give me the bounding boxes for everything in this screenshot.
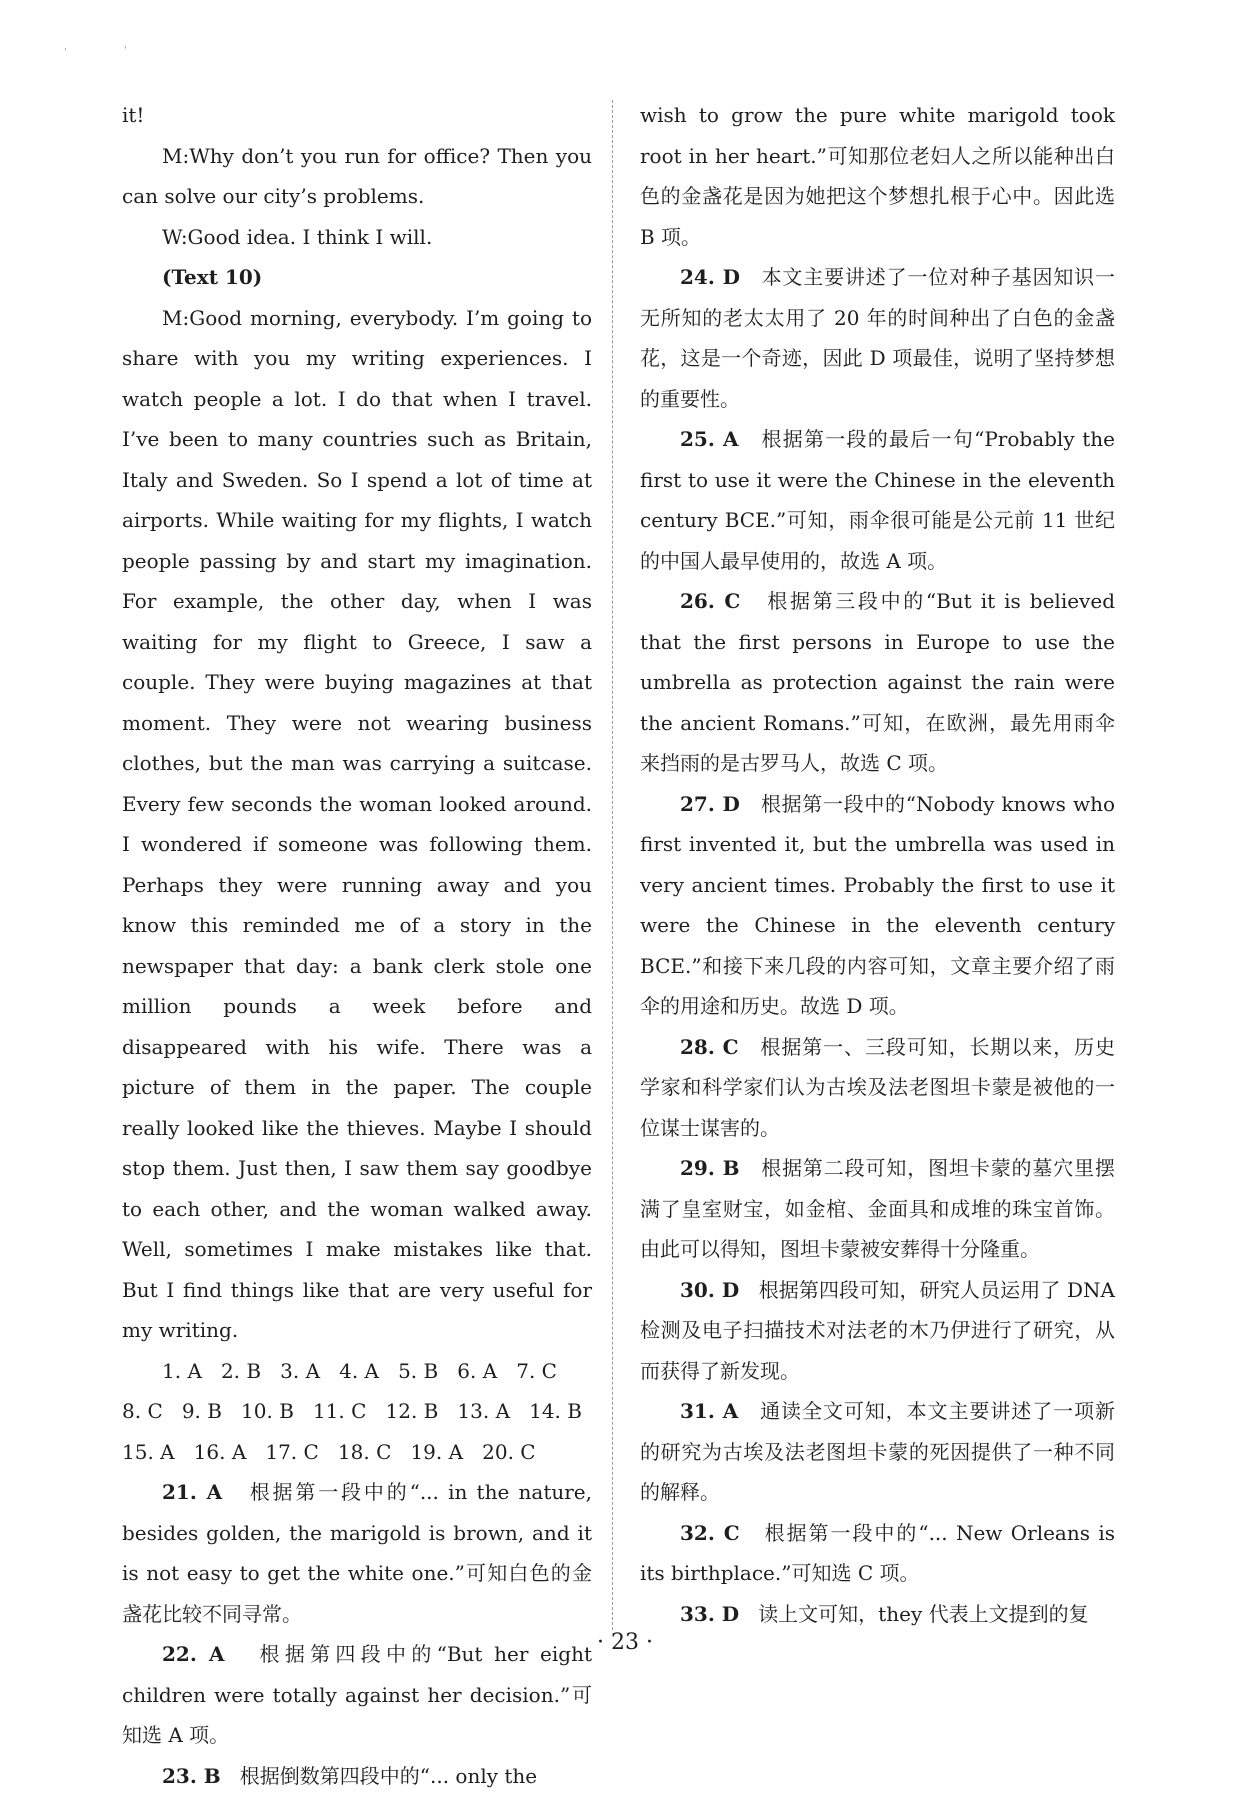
text-heading: (Text 10) [122, 257, 592, 298]
dialogue-line: M:Why don’t you run for office? Then you can solve our city’s problems. [122, 136, 592, 217]
explanation-text: 根据第一、三段可知，长期以来，历史学家和科学家们认为古埃及法老图坦卡蒙是被他的一位谋士谋害的。 [640, 1035, 1115, 1140]
answer-number: 32. C [680, 1521, 740, 1545]
answer-number: 23. B [162, 1764, 221, 1788]
scan-speck: ˈ [64, 48, 67, 59]
answer-number: 22. A [162, 1642, 225, 1666]
answer-line: 8. C 9. B 10. B 11. C 12. B 13. A 14. B [122, 1391, 592, 1432]
explanation-text: 本文主要讲述了一位对种子基因知识一无所知的老太太用了 20 年的时间种出了白色的金盏花，这是一个奇迹，因此 D 项最佳，说明了坚持梦想的重要性。 [640, 265, 1115, 411]
explanation-item [640, 784, 1115, 1027]
column-divider [612, 100, 614, 1630]
page-number: · 23 · [0, 1630, 1250, 1655]
answer-number: 31. A [680, 1399, 738, 1423]
answer-number: 26. C [680, 589, 740, 613]
explanation-text: 根据第四段可知，研究人员运用了 DNA 检测及电子扫描技术对法老的木乃伊进行了研究，从而获得了新发现。 [640, 1278, 1115, 1383]
explanation-text: 根据第一段中的“Nobody knows who first invented it, but the umbrella was used in very ancient times. Probably the first to use it were the Chinese in the eleventh century BCE.”和接下来几段的内容可知，文章主要介绍了雨伞的用途和历史。故选 D 项。 [640, 792, 1115, 1019]
answer-line: 1. A 2. B 3. A 4. A 5. B 6. A 7. C [122, 1351, 592, 1392]
explanation-item [640, 581, 1115, 784]
explanation-text: 通读全文可知，本文主要讲述了一项新的研究为古埃及法老图坦卡蒙的死因提供了一种不同的解释。 [640, 1399, 1115, 1504]
explanation-item [640, 1027, 1115, 1149]
left-column [122, 95, 592, 1796]
text10-paragraph: M:Good morning, everybody. I’m going to share with you my writing experiences. I watch people a lot. I do that when I travel. I’ve been to many countries such as Britain, Italy and Sweden. So I spend a lot of time at airports. While waiting for my flights, I watch people passing by and start my imagination. For example, the other day, when I was waiting for my flight to Greece, I saw a couple. They were buying magazines at that moment. They were not wearing business clothes, but the man was carrying a suitcase. Every few seconds the woman looked around. I wondered if someone was following them. Perhaps they were running away and you know this reminded me of a story in the newspaper that day: a bank clerk stole one million pounds a week before and disappeared with his wife. There was a picture of them in the paper. The couple really looked like the thieves. Maybe I should stop them. Just then, I saw them say goodbye to each other, and the woman walked away. Well, sometimes I make mistakes like that. But I find things like that are very useful for my writing. [122, 298, 592, 1351]
answer-line: 15. A 16. A 17. C 18. C 19. A 20. C [122, 1432, 592, 1473]
explanation-text: 根据第二段可知，图坦卡蒙的墓穴里摆满了皇室财宝，如金棺、金面具和成堆的珠宝首饰。由此可以得知，图坦卡蒙被安葬得十分隆重。 [640, 1156, 1115, 1261]
explanation-item [640, 419, 1115, 581]
dialogue-line: W:Good idea. I think I will. [122, 217, 592, 258]
explanation-item [640, 1513, 1115, 1594]
explanation-item [122, 1756, 592, 1796]
continued-explanation: wish to grow the pure white marigold took root in her heart.”可知那位老妇人之所以能种出白色的金盏花是因为她把这个梦想扎根于心中。因此选 B 项。 [640, 95, 1115, 257]
explanation-item [122, 1472, 592, 1634]
explanation-text: 根据第一段中的“... New Orleans is its birthplace.”可知选 C 项。 [640, 1521, 1115, 1586]
explanation-item [640, 1270, 1115, 1392]
explanation-item [640, 1391, 1115, 1513]
answer-number: 27. D [680, 792, 740, 816]
answer-number: 21. A [162, 1480, 222, 1504]
answer-number: 25. A [680, 427, 739, 451]
explanation-text: 读上文可知，they 代表上文提到的复 [758, 1602, 1088, 1626]
answer-number: 24. D [680, 265, 740, 289]
continued-line: it! [122, 95, 592, 136]
scan-speck: ˈ [124, 46, 127, 57]
explanation-item [640, 1594, 1115, 1635]
right-column [640, 95, 1115, 1634]
explanation-item [640, 1148, 1115, 1270]
answer-number: 28. C [680, 1035, 739, 1059]
answer-number: 33. D [680, 1602, 739, 1626]
explanation-text: 根据第三段中的“But it is believed that the first persons in Europe to use the umbrella as protection against the rain were the ancient Romans.”可知，在欧洲，最先用雨伞来挡雨的是古罗马人，故选 C 项。 [640, 589, 1115, 775]
explanation-text: 根据倒数第四段中的“... only the [240, 1764, 537, 1788]
answer-number: 30. D [680, 1278, 739, 1302]
explanation-text: 根据第一段的最后一句“Probably the first to use it were the Chinese in the eleventh century BCE.”可知，雨伞很可能是公元前 11 世纪的中国人最早使用的，故选 A 项。 [640, 427, 1115, 573]
answer-number: 29. B [680, 1156, 740, 1180]
answer-key [122, 1351, 592, 1473]
explanation-text: 根据第四段中的“But her eight children were totally against her decision.”可知选 A 项。 [122, 1642, 592, 1747]
explanation-text: 根据第一段中的“... in the nature, besides golden, the marigold is brown, and it is not easy to get the white one.”可知白色的金盏花比较不同寻常。 [122, 1480, 592, 1626]
explanation-item [640, 257, 1115, 419]
